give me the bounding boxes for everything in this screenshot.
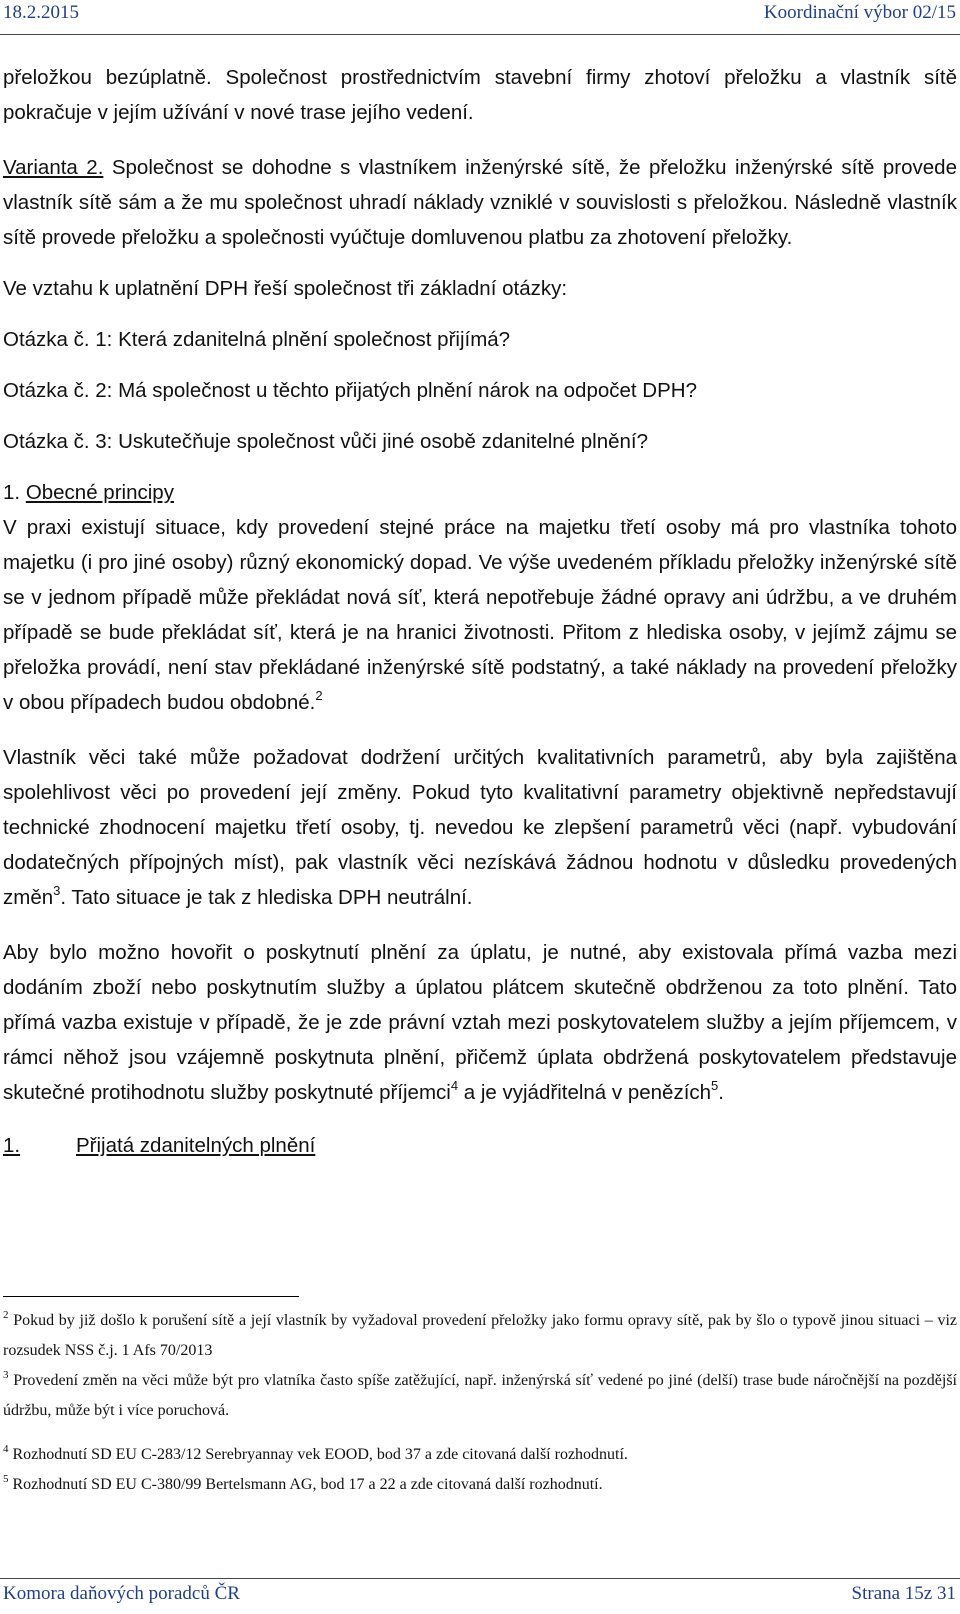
header-meeting: Koordinační výbor 02/15 [763, 2, 956, 23]
paragraph-variant-2 [3, 150, 957, 255]
footnote-ref-4[interactable]: 4 [450, 1078, 459, 1093]
footnote-number: 2 [3, 1309, 9, 1321]
footnote-number: 5 [3, 1473, 9, 1485]
page-header [0, 0, 960, 35]
footer-organization: Komora daňových poradců ČR [3, 1583, 240, 1604]
footnotes [3, 1306, 957, 1500]
footer-page-number: Strana 15z 31 [851, 1583, 956, 1604]
footnote-4 [3, 1440, 957, 1470]
footnote-text: Rozhodnutí SD EU C-380/99 Bertelsmann AG, bod 17 a 22 a zde citovaná další rozhodnutí. [8, 1476, 603, 1493]
footnote-number: 3 [3, 1369, 9, 1381]
footnote-2 [3, 1306, 957, 1366]
footnote-ref-3[interactable]: 3 [53, 883, 61, 898]
footnote-separator [3, 1296, 299, 1297]
page-footer [0, 1578, 960, 1614]
header-date: 18.2.2015 [3, 2, 79, 23]
paragraph-continuation: přeložkou bezúplatně. Společnost prostřednictvím stavební firmy zhotoví přeložku a vlastník sítě pokračuje v jejím užívání v nové trase jejího vedení. [3, 66, 957, 124]
footnote-5 [3, 1470, 957, 1500]
footnote-text: Pokud by již došlo k porušení sítě a její vlastník by vyžadoval provedení přeložky jako formu opravy sítě, pak by šlo o typově jinou situaci – viz rozsudek NSS č.j. 1 Afs 70/2013 [3, 1312, 957, 1359]
footnote-ref-2[interactable]: 2 [315, 688, 323, 703]
question-1: Otázka č. 1: Která zdanitelná plnění společnost přijímá? [3, 328, 511, 351]
section-heading-general-principles [3, 475, 957, 510]
footnote-number: 4 [3, 1443, 9, 1455]
paragraph-vat-questions-intro: Ve vztahu k uplatnění DPH řeší společnost tři základní otázky: [3, 277, 568, 300]
footnote-3 [3, 1366, 957, 1426]
variant-2-text: Společnost se dohodne s vlastníkem inženýrské sítě, že přeložku inženýrské sítě provede vlastník sítě sám a že mu společnost uhradí náklady vzniklé v souvislosti s přeložkou. Následně vlastník sítě provede přeložku a společnosti vyúčtuje domluvenou platbu za zhotovení přeložky. [3, 156, 957, 249]
section-heading-received-supplies [3, 1128, 957, 1163]
footnote-ref-5[interactable]: 5 [711, 1078, 719, 1093]
question-2: Otázka č. 2: Má společnost u těchto přijatých plnění nárok na odpočet DPH? [3, 379, 697, 402]
footnote-text: Provedení změn na věci může být pro vlatníka často spíše zatěžující, např. inženýrská síť vedené po jiné (delší) trase bude náročnější na pozdější údržbu, může být i více poruchová. [3, 1372, 957, 1419]
section-title: Přijatá zdanitelných plnění [76, 1134, 316, 1157]
footnote-text: Rozhodnutí SD EU C-283/12 Serebryannay vek EOOD, bod 37 a zde citovaná další rozhodnutí. [8, 1446, 628, 1463]
paragraph-quality-parameters: Vlastník věci také může požadovat dodržení určitých kvalitativních parametrů, aby byla zajištěna spolehlivost věci po provedení její změny. Pokud tyto kvalitativní parametry objektivně nepředstavují technické zhodnocení majetku třetí osoby, tj. nevedou ke zlepšení parametrů věci (např. vybudování dodatečných přípojných míst), pak vlastník věci nezískává žádnou hodnotu v důsledku provedených změn$^3$. Tato situace je tak z hlediska DPH neutrální. [3, 746, 957, 909]
document-body [3, 60, 957, 1163]
section-number: 1. [3, 481, 21, 504]
paragraph-general-principles: V praxi existují situace, kdy provedení stejné práce na majetku třetí osoby má pro vlastníka tohoto majetku (i pro jiné osoby) různý ekonomický dopad. Ve výše uvedeném příkladu přeložky inženýrské sítě se v jednom případě může překládat nová síť, která nepotřebuje žádné opravy ani údržbu, a ve druhém případě se bude překládat síť, která je na hranici životnosti. Přitom z hlediska osoby, v jejímž zájmu se přeložka provádí, není stav překládané inženýrské sítě podstatný, a také náklady na provedení přeložky v obou případech budou obdobné.$^2$ [3, 516, 957, 714]
section-number: 1. [3, 1134, 21, 1157]
section-title: Obecné principy [25, 481, 174, 504]
question-3: Otázka č. 3: Uskutečňuje společnost vůči jiné osobě zdanitelné plnění? [3, 430, 648, 453]
variant-2-label: Varianta 2. [3, 156, 104, 179]
paragraph-direct-link: Aby bylo možno hovořit o poskytnutí plnění za úplatu, je nutné, aby existovala přímá vazba mezi dodáním zboží nebo poskytnutím služby a úplatou plátcem skutečně obdrženou za toto plnění. Tato přímá vazba existuje v případě, že je zde právní vztah mezi poskytovatelem služby a jejím příjemcem, v rámci něhož jsou vzájemně poskytnuta plnění, přičemž úplata obdržená poskytovatelem představuje skutečné protihodnotu služby poskytnuté příjemci$^4$ a je vyjádřitelná v penězích$^5$. [3, 941, 957, 1104]
